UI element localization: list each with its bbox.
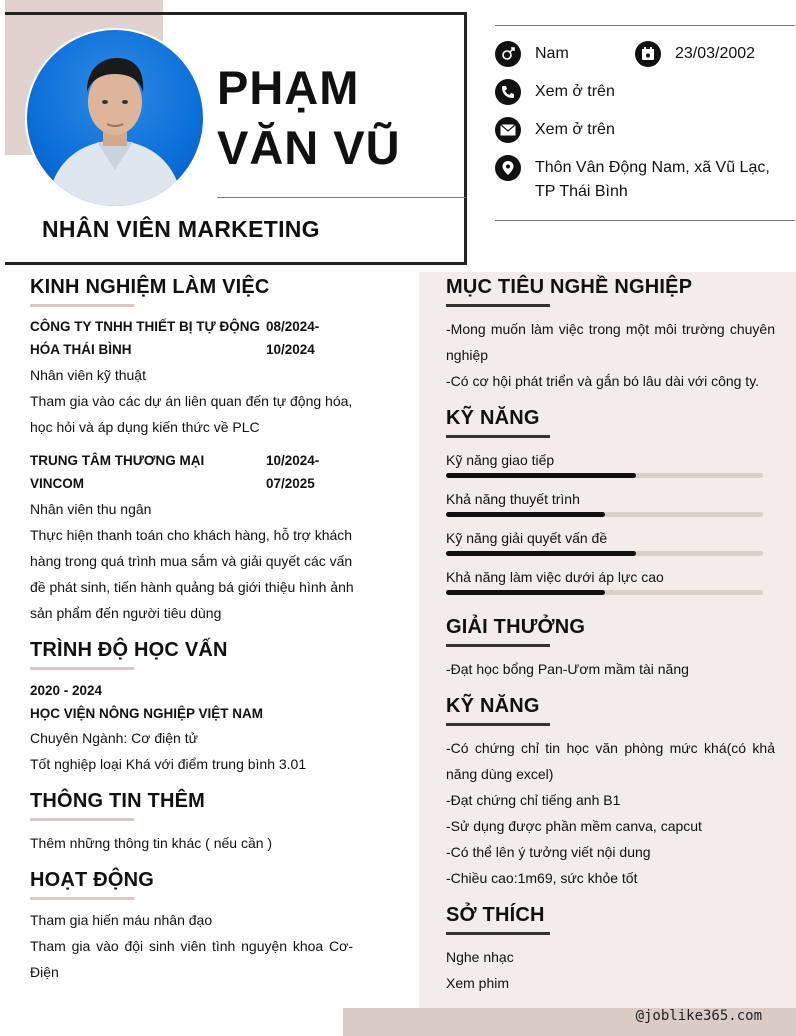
awards-underline (446, 644, 550, 647)
skills2-line-2: năng dùng excel) (446, 766, 554, 782)
skills2-line-1: -Có chứng chỉ tin học văn phòng mức khá(có khả (446, 740, 775, 756)
education-school: HỌC VIỆN NÔNG NGHIỆP VIỆT NAM (30, 706, 264, 721)
activities-title: HOẠT ĐỘNG (30, 869, 155, 891)
gender-value: Nam (535, 45, 569, 62)
name-line-1: PHẠM (217, 61, 360, 114)
skills2-title: KỸ NĂNG (446, 695, 540, 717)
additional-title: THÔNG TIN THÊM (30, 790, 206, 812)
awards-text: -Đạt học bổng Pan-Ươm mầm tài năng (446, 661, 689, 677)
skill-label-1: Kỹ năng giao tiếp (446, 452, 555, 468)
skill-bar-4 (446, 590, 763, 595)
skill-bar-2 (446, 512, 763, 517)
skills2-underline (446, 723, 550, 726)
exp2-company-line-2: VINCOM (30, 476, 84, 491)
additional-underline (30, 818, 134, 821)
skills2-line-6: -Chiều cao:1m69, sức khỏe tốt (446, 870, 638, 886)
education-result: Tốt nghiệp loại Khá với điểm trung bình 3.01 (30, 756, 307, 772)
profile-photo (27, 30, 203, 206)
objective-line-2: nghiệp (446, 347, 489, 363)
address-line-1: Thôn Vân Động Nam, xã Vũ Lạc, (535, 159, 770, 176)
exp2-desc-line-3: đề phát sinh, tiến hành quảng bá giới thiệu hình ảnh (30, 579, 354, 595)
exp1-desc-line-2: học hỏi và áp dụng kiến thức về PLC (30, 419, 260, 435)
exp1-position: Nhân viên kỹ thuật (30, 367, 146, 383)
skills2-line-5: -Có thể lên ý tưởng viết nội dung (446, 844, 651, 860)
skill-bar-1-fill (446, 473, 636, 478)
exp1-description (30, 388, 355, 440)
exp1-date-line-2: 10/2024 (266, 342, 315, 357)
hobby-2: Xem phim (446, 975, 510, 991)
gender-icon (495, 41, 521, 67)
skill-bar-4-fill (446, 590, 605, 595)
exp2-company (30, 449, 260, 495)
objective-text (446, 316, 775, 394)
exp2-company-line-1: TRUNG TÂM THƯƠNG MẠI (30, 453, 205, 468)
exp2-description (30, 522, 360, 626)
person-silhouette-icon (27, 30, 203, 206)
skill-bar-1 (446, 473, 763, 478)
exp1-desc-line-1: Tham gia vào các dự án liên quan đến tự động hóa, (30, 393, 353, 409)
objective-line-3: -Có cơ hội phát triển và gắn bó lâu dài với công ty. (446, 373, 760, 389)
hobby-1: Nghe nhạc (446, 949, 514, 965)
exp1-company (30, 315, 260, 361)
experience-underline (30, 304, 134, 307)
email-value: Xem ở trên (535, 121, 615, 138)
watermark: @joblike365.com (635, 1008, 762, 1024)
exp1-date (266, 315, 319, 361)
exp1-company-line-1: CÔNG TY TNHH THIẾT BỊ TỰ ĐỘNG (30, 319, 260, 334)
exp1-date-line-1: 08/2024- (266, 319, 320, 334)
hobbies-text (446, 944, 514, 996)
activities-line-1: Tham gia hiến máu nhân đạo (30, 912, 213, 928)
phone-icon (495, 79, 521, 105)
activities-underline (30, 897, 134, 900)
education-title: TRÌNH ĐỘ HỌC VẤN (30, 639, 228, 661)
name-divider (217, 197, 466, 198)
skills2-line-3: -Đạt chứng chỉ tiếng anh B1 (446, 792, 621, 808)
education-years: 2020 - 2024 (30, 683, 103, 698)
skill-label-3: Kỹ năng giải quyết vấn đề (446, 530, 608, 546)
exp2-position: Nhân viên thu ngân (30, 501, 152, 517)
skills2-line-4: -Sử dụng được phần mềm canva, capcut (446, 818, 702, 834)
exp2-date-line-2: 07/2025 (266, 476, 315, 491)
exp2-desc-line-1: Thực hiện thanh toán cho khách hàng, hỗ trợ khách (30, 527, 353, 543)
contact-bottom-divider (495, 220, 795, 221)
objective-title: MỤC TIÊU NGHỀ NGHIỆP (446, 276, 693, 298)
contact-top-divider (495, 25, 795, 26)
exp2-desc-line-4: sản phẩm đến người tiêu dùng (30, 605, 222, 621)
additional-text: Thêm những thông tin khác ( nếu cần ) (30, 835, 273, 851)
objective-line-1: -Mong muốn làm việc trong một môi trường chuyên (446, 321, 775, 337)
skills2-text (446, 735, 775, 891)
address-line-2: TP Thái Bình (535, 183, 628, 200)
birthday-value: 23/03/2002 (675, 45, 756, 62)
exp1-company-line-2: HÓA THÁI BÌNH (30, 342, 132, 357)
skill-label-4: Khả năng làm việc dưới áp lực cao (446, 569, 664, 585)
activities-line-3: Điện (30, 964, 59, 980)
skills-underline (446, 435, 550, 438)
education-major: Chuyên Ngành: Cơ điện tử (30, 730, 198, 746)
exp2-date (266, 449, 319, 495)
experience-title: KINH NGHIỆM LÀM VIỆC (30, 276, 270, 298)
skills-title: KỸ NĂNG (446, 407, 540, 429)
objective-underline (446, 304, 550, 307)
exp2-desc-line-2: hàng trong quá trình mua sắm và giải quyết các vấn (30, 553, 353, 569)
address-value (535, 156, 770, 204)
exp2-date-line-1: 10/2024- (266, 453, 320, 468)
activities-text (30, 907, 353, 985)
hobbies-underline (446, 932, 550, 935)
email-icon (495, 117, 521, 143)
job-title: NHÂN VIÊN MARKETING (42, 216, 320, 242)
awards-title: GIẢI THƯỞNG (446, 616, 586, 638)
phone-value: Xem ở trên (535, 83, 615, 100)
activities-line-2: Tham gia vào đội sinh viên tình nguyện khoa Cơ- (30, 938, 353, 954)
education-underline (30, 667, 134, 670)
calendar-icon (635, 41, 661, 67)
skill-bar-3-fill (446, 551, 636, 556)
skill-bar-2-fill (446, 512, 605, 517)
location-icon (495, 155, 521, 181)
name-line-2: VĂN VŨ (217, 121, 401, 174)
skill-bar-3 (446, 551, 763, 556)
hobbies-title: SỞ THÍCH (446, 904, 545, 926)
candidate-name (217, 58, 401, 178)
skill-label-2: Khả năng thuyết trình (446, 491, 580, 507)
